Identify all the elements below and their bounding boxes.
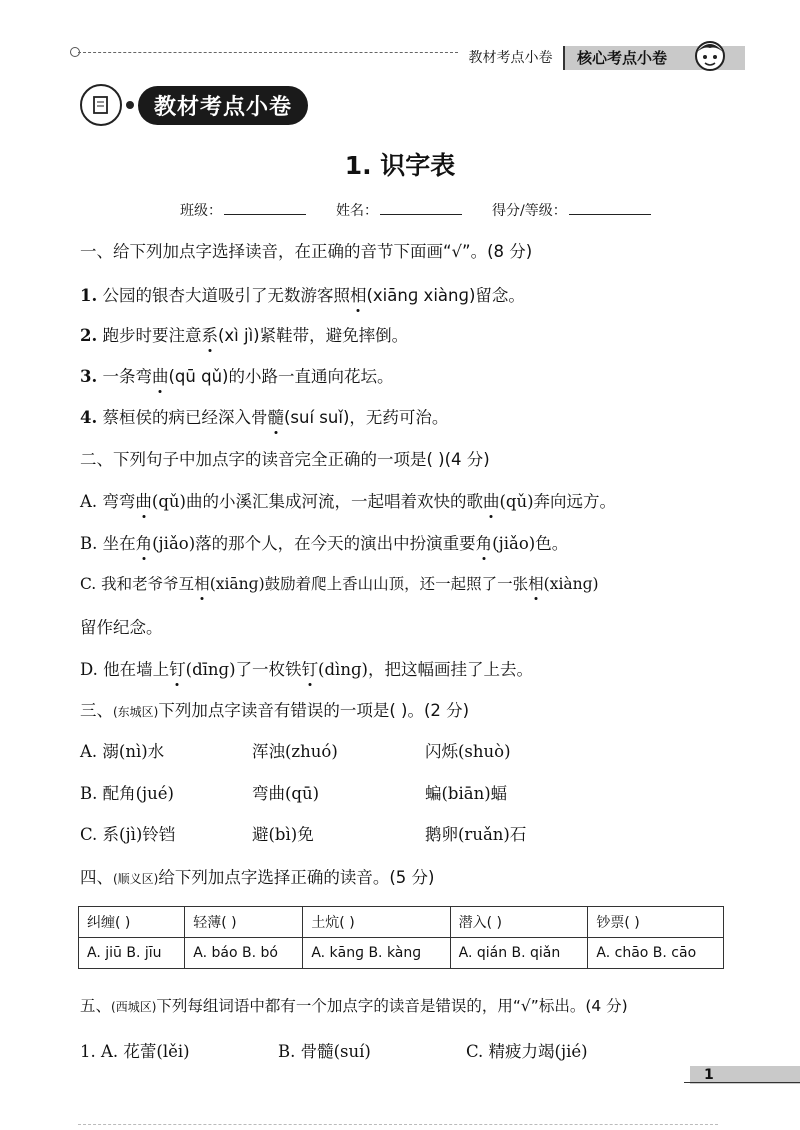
q1-item-1 bbox=[80, 282, 525, 306]
q2-option-c bbox=[80, 572, 599, 594]
dotted-char: 相 bbox=[528, 575, 544, 593]
q1-item-text: 跑步时要注意 bbox=[97, 326, 202, 345]
table-row bbox=[79, 938, 724, 969]
text: D. 他在墙上 bbox=[80, 660, 170, 679]
q3-c-2: 避(bì)免 bbox=[252, 825, 314, 844]
q5-region: (西城区) bbox=[111, 1000, 157, 1014]
q4-region: (顺义区) bbox=[113, 872, 159, 886]
footer-line bbox=[684, 1082, 800, 1083]
table-cell: A. kānɡ B. kànɡ bbox=[303, 938, 450, 969]
page-title: 1. 识字表 bbox=[344, 151, 456, 180]
table-cell: A. qián B. qiǎn bbox=[450, 938, 588, 969]
class-label: 班级： bbox=[180, 203, 222, 219]
table-cell: 轻薄( ) bbox=[185, 907, 303, 938]
q1-item-3 bbox=[80, 363, 393, 387]
text: (jiǎo)色。 bbox=[492, 534, 569, 553]
q5-1-a: 1. A. 花蕾(lěi) bbox=[80, 1042, 190, 1061]
text: (xiànɡ) bbox=[543, 575, 599, 593]
section-badge bbox=[80, 85, 308, 125]
q1-item-text: 一条弯 bbox=[97, 367, 152, 386]
text: C. 我和老爷爷互 bbox=[80, 575, 195, 593]
text: (dìnɡ)，把这幅画挂了上去。 bbox=[318, 660, 533, 679]
score-field[interactable] bbox=[569, 214, 651, 215]
dotted-char: 钉 bbox=[169, 660, 186, 679]
badge-dot-icon bbox=[126, 101, 134, 109]
q1-heading: 一、给下列加点字选择读音，在正确的音节下面画“√”。(8 分) bbox=[80, 242, 533, 261]
bottom-dashed-line bbox=[78, 1124, 718, 1125]
q5-num: 五、 bbox=[80, 997, 112, 1015]
q5-text: 下列每组词语中都有一个加点字的读音是错误的，用“√”标出。(4 分) bbox=[156, 997, 628, 1015]
q3-region: (东城区) bbox=[113, 705, 159, 719]
dotted-char: 髓 bbox=[267, 408, 284, 427]
q1-item-num: 4. bbox=[80, 408, 98, 427]
q2-heading: 二、下列句子中加点字的读音完全正确的一项是( )(4 分) bbox=[80, 450, 490, 469]
dotted-char: 相 bbox=[349, 286, 367, 305]
class-field[interactable] bbox=[224, 214, 306, 215]
q3-a-1: A. 溺(nì)水 bbox=[80, 742, 165, 761]
q1-item-pinyin: (xiānɡ xiànɡ)留念。 bbox=[366, 286, 525, 305]
table-cell: A. báo B. bó bbox=[185, 938, 303, 969]
notebook-icon bbox=[80, 84, 122, 126]
q4-heading bbox=[80, 864, 435, 888]
mascot-boy-icon bbox=[692, 38, 732, 74]
dotted-char: 系 bbox=[201, 326, 218, 345]
q5-1-b: B. 骨髓(suí) bbox=[278, 1042, 371, 1061]
dotted-char: 曲 bbox=[482, 492, 500, 511]
q5-1-c: C. 精疲力竭(jié) bbox=[466, 1042, 588, 1061]
q1-item-num: 3. bbox=[80, 367, 98, 386]
q3-heading bbox=[80, 697, 469, 721]
table-row bbox=[79, 907, 724, 938]
q2-option-c-cont: 留作纪念。 bbox=[80, 618, 163, 637]
table-cell: 土炕( ) bbox=[303, 907, 450, 938]
dotted-char: 钉 bbox=[301, 660, 319, 679]
text: B. 坐在 bbox=[80, 534, 136, 553]
q1-item-num: 1. bbox=[80, 286, 98, 305]
q3-b-1: B. 配角(jué) bbox=[80, 784, 174, 803]
q1-item-pinyin: (suí suǐ)，无药可治。 bbox=[283, 408, 449, 427]
table-cell: A. chāo B. cāo bbox=[588, 938, 724, 969]
q1-item-text: 公园的银杏大道吸引了无数游客照 bbox=[97, 286, 350, 305]
score-label: 得分/等级： bbox=[492, 203, 567, 219]
q4-num: 四、 bbox=[80, 868, 113, 887]
header-dashed-line bbox=[78, 52, 458, 53]
text: (jiǎo)落的那个人，在今天的演出中扮演重要 bbox=[152, 534, 476, 553]
q2-option-d bbox=[80, 656, 533, 680]
student-info-row bbox=[180, 200, 651, 220]
name-field[interactable] bbox=[380, 214, 462, 215]
q3-num: 三、 bbox=[80, 701, 113, 720]
dotted-char: 角 bbox=[135, 534, 153, 553]
text: (xiānɡ)鼓励着爬上香山山顶，还一起照了一张 bbox=[209, 575, 529, 593]
q1-item-pinyin: (qū qǔ)的小路一直通向花坛。 bbox=[168, 367, 394, 386]
page-number: 1 bbox=[690, 1066, 800, 1084]
q1-item-pinyin: (xì jì)紧鞋带，避免摔倒。 bbox=[217, 326, 409, 345]
q3-text: 下列加点字读音有错误的一项是( )。(2 分) bbox=[158, 701, 470, 720]
q4-text: 给下列加点字选择正确的读音。(5 分) bbox=[158, 868, 435, 887]
q3-a-2: 浑浊(zhuó) bbox=[252, 742, 338, 761]
text: (qǔ)曲的小溪汇集成河流，一起唱着欢快的歌 bbox=[151, 492, 483, 511]
q4-options-table bbox=[78, 906, 724, 969]
dotted-char: 曲 bbox=[135, 492, 152, 511]
q1-item-num: 2. bbox=[80, 326, 98, 345]
text: A. 弯弯 bbox=[80, 492, 136, 511]
header-tab-core: 核心考点小卷 bbox=[565, 46, 745, 70]
q5-heading bbox=[80, 994, 628, 1016]
table-cell: 潜入( ) bbox=[450, 907, 588, 938]
name-label: 姓名： bbox=[336, 203, 378, 219]
q3-b-3: 蝙(biān)蝠 bbox=[425, 784, 508, 803]
table-cell: 纠缠( ) bbox=[79, 907, 185, 938]
badge-label: 教材考点小卷 bbox=[138, 86, 308, 125]
header-tab-textbook: 教材考点小卷 bbox=[458, 46, 565, 70]
q1-item-text: 蔡桓侯的病已经深入骨 bbox=[97, 408, 268, 427]
q3-c-3: 鹅卵(ruǎn)石 bbox=[425, 825, 527, 844]
dotted-char: 角 bbox=[475, 534, 493, 553]
text: (qǔ)奔向远方。 bbox=[499, 492, 617, 511]
q3-b-2: 弯曲(qū) bbox=[252, 784, 320, 803]
q2-option-a bbox=[80, 488, 616, 512]
q3-a-3: 闪烁(shuò) bbox=[425, 742, 511, 761]
q2-option-b bbox=[80, 530, 568, 554]
q3-c-1: C. 系(jì)铃铛 bbox=[80, 825, 176, 844]
dotted-char: 曲 bbox=[151, 367, 169, 386]
text: (dīnɡ)了一枚铁 bbox=[185, 660, 302, 679]
dotted-char: 相 bbox=[194, 575, 210, 593]
q1-item-4 bbox=[80, 404, 448, 428]
q1-item-2 bbox=[80, 322, 408, 346]
table-cell: A. jiū B. jīu bbox=[79, 938, 185, 969]
table-cell: 钞票( ) bbox=[588, 907, 724, 938]
